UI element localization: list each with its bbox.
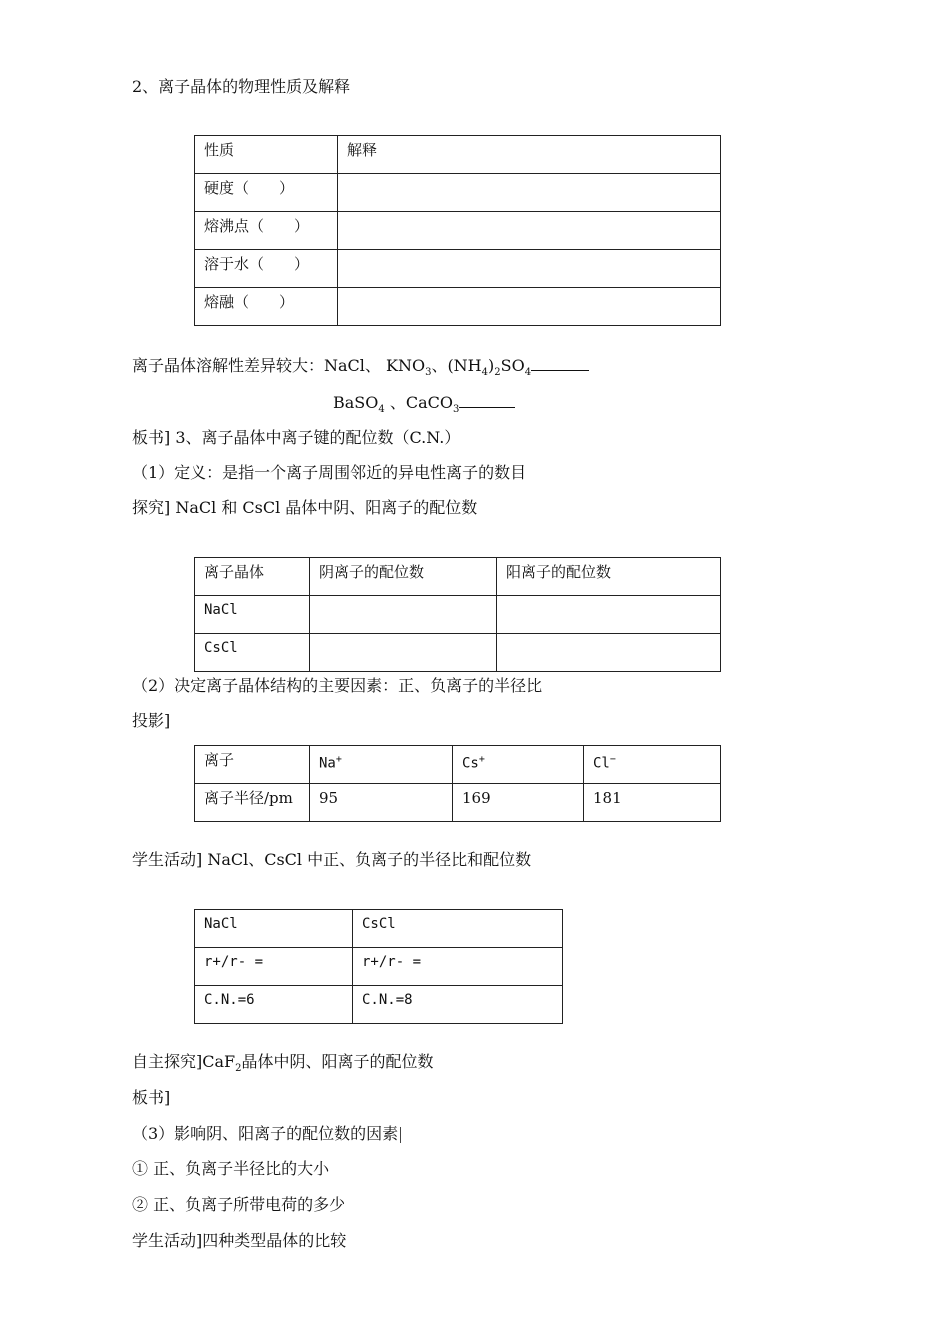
table-cell: CsCl	[353, 910, 563, 948]
table-cell	[310, 634, 497, 672]
table-cell	[497, 596, 721, 634]
subscript: 4	[524, 367, 532, 379]
projection-note: 投影]	[132, 711, 171, 730]
table-cell: 溶于水（ ）	[195, 250, 338, 288]
table-cell: 181	[584, 784, 721, 822]
table-cell: 熔沸点（ ）	[195, 212, 338, 250]
table-cell	[338, 250, 721, 288]
table-row	[195, 558, 721, 596]
subscript: 3	[452, 404, 460, 416]
subscript: 2	[235, 1063, 242, 1075]
superscript: −	[609, 754, 616, 765]
solubility-line	[132, 356, 589, 383]
table-cell: r+/r- =	[353, 948, 563, 986]
superscript: +	[478, 754, 485, 765]
table-row	[195, 288, 721, 326]
factor-item-2: ② 正、负离子所带电荷的多少	[132, 1195, 346, 1214]
superscript: +	[335, 754, 342, 765]
table-cell	[497, 634, 721, 672]
solubility-text: )	[488, 356, 495, 375]
table-row	[195, 634, 721, 672]
explore-note: 探究] NaCl 和 CsCl 晶体中阴、阳离子的配位数	[132, 498, 478, 517]
table-row	[195, 174, 721, 212]
table-row	[195, 212, 721, 250]
ion-symbol: Cl	[593, 755, 610, 772]
subscript: 3	[425, 367, 432, 379]
table-header-cell: 阳离子的配位数	[497, 558, 721, 596]
table-row	[195, 784, 721, 822]
self-explore-note	[132, 1052, 434, 1079]
table-cell: NaCl	[195, 910, 353, 948]
solubility-text: 、(NH	[431, 356, 482, 375]
table-header-cell	[453, 746, 584, 784]
factor-3-text: （3）影响阴、阳离子的配位数的因素	[132, 1124, 399, 1143]
table-cell: 95	[310, 784, 453, 822]
ion-radius-table	[194, 745, 721, 822]
table-row	[195, 948, 563, 986]
table-cell	[338, 288, 721, 326]
coordination-table	[194, 557, 721, 672]
self-explore-text: 自主探究]CaF	[132, 1052, 236, 1071]
table-cell: 169	[453, 784, 584, 822]
student-activity-1: 学生活动] NaCl、CsCl 中正、负离子的半径比和配位数	[132, 850, 532, 869]
table-row	[195, 596, 721, 634]
properties-table	[194, 135, 721, 326]
table-cell: C.N.=8	[353, 986, 563, 1024]
section-heading-2: 2、离子晶体的物理性质及解释	[132, 77, 351, 96]
solubility-text: BaSO	[333, 393, 379, 412]
ion-symbol: Cs	[462, 755, 479, 772]
board-note: 板书]	[132, 1088, 171, 1107]
definition-text: （1）定义：是指一个离子周围邻近的异电性离子的数目	[132, 463, 527, 482]
table-cell: 硬度（ ）	[195, 174, 338, 212]
table-header-cell: 解释	[338, 136, 721, 174]
text-cursor-icon	[400, 1127, 401, 1143]
subscript: 4	[481, 367, 489, 379]
answer-blank[interactable]	[459, 393, 515, 408]
table-cell	[338, 174, 721, 212]
student-activity-2: 学生活动]四种类型晶体的比较	[132, 1231, 347, 1250]
factor-item-1: ① 正、负离子半径比的大小	[132, 1159, 330, 1178]
ion-symbol: Na	[319, 755, 336, 772]
factor-2-text: （2）决定离子晶体结构的主要因素：正、负离子的半径比	[132, 676, 543, 695]
subscript: 4	[378, 404, 385, 416]
table-cell	[338, 212, 721, 250]
board-note-3: 板书] 3、离子晶体中离子键的配位数（C.N.）	[132, 428, 461, 447]
table-row	[195, 136, 721, 174]
solubility-line-2	[333, 393, 515, 420]
table-cell: C.N.=6	[195, 986, 353, 1024]
table-cell	[310, 596, 497, 634]
table-header-cell	[584, 746, 721, 784]
table-row	[195, 250, 721, 288]
table-cell: 离子半径/pm	[195, 784, 310, 822]
factor-3-line	[132, 1124, 401, 1144]
table-cell: 熔融（ ）	[195, 288, 338, 326]
answer-blank[interactable]	[531, 356, 589, 371]
solubility-text: 离子晶体溶解性差异较大：NaCl、 KNO	[132, 356, 426, 375]
solubility-text: 、CaCO	[384, 393, 453, 412]
table-header-cell: 阴离子的配位数	[310, 558, 497, 596]
table-header-cell: 离子晶体	[195, 558, 310, 596]
table-cell: r+/r- =	[195, 948, 353, 986]
table-row	[195, 910, 563, 948]
solubility-text: SO	[500, 356, 525, 375]
self-explore-text: 晶体中阴、阳离子的配位数	[241, 1052, 434, 1071]
table-header-cell: 离子	[195, 746, 310, 784]
table-cell: NaCl	[195, 596, 310, 634]
subscript: 2	[494, 367, 501, 379]
table-header-cell	[310, 746, 453, 784]
table-row	[195, 746, 721, 784]
table-header-cell: 性质	[195, 136, 338, 174]
table-row	[195, 986, 563, 1024]
radius-ratio-table	[194, 909, 563, 1024]
table-cell: CsCl	[195, 634, 310, 672]
